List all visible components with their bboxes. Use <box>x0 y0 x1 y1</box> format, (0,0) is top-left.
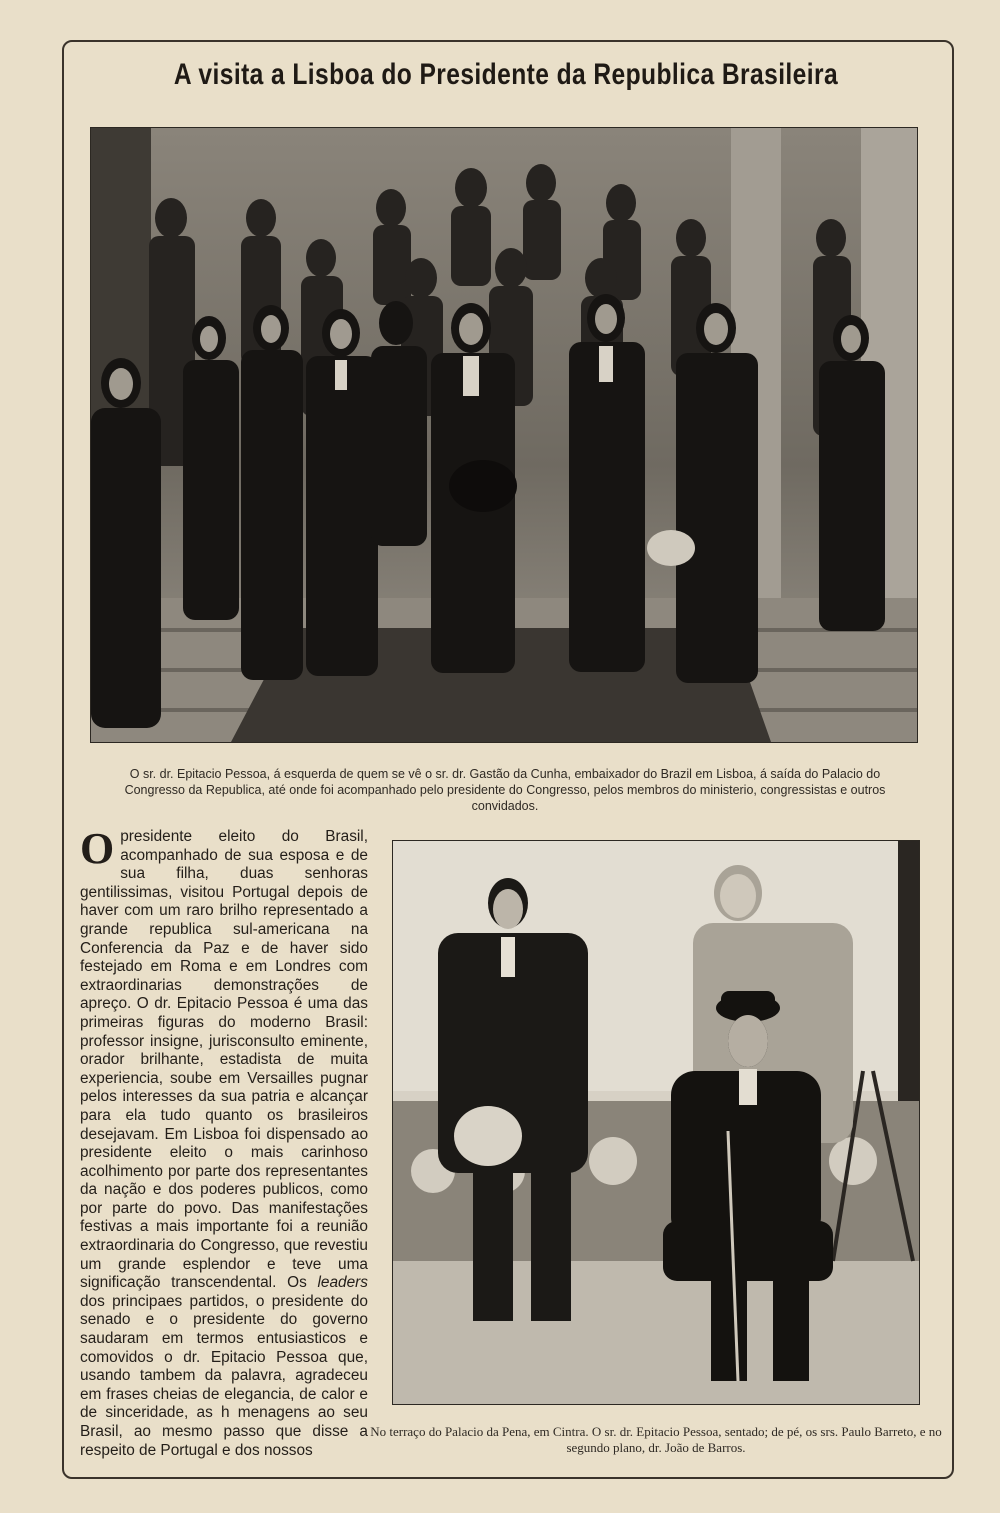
group-photograph-caption: O sr. dr. Epitacio Pessoa, á esquerda de quem se vê o sr. dr. Gastão da Cunha, embaixador do Brazil em Lisboa, á saída do Palacio do Congresso da Republica, até onde foi acompanhado pelo presidente do Congresso, pelos membros do ministerio, congressistas e outros convidados. <box>124 767 886 813</box>
article-italic-word: leaders <box>317 1274 368 1292</box>
drop-cap: O <box>80 824 115 873</box>
page-title: A visita a Lisboa do Presidente da Republica Brasileira <box>173 58 839 91</box>
article-text-part-2: dos principaes partidos, o presidente do senado e o presidente do governo saudaram em termos entusiasticos e comovidos o dr. Epitacio Pessoa que, usando tambem da palavra, agradeceu em frases cheias de elegancia, de calor e de sinceridade, as h menagens ao seu Brasil, ao mesmo passo que disse a respeito de Portugal e dos nossos <box>80 1292 368 1459</box>
article-body <box>80 824 368 1460</box>
group-photograph <box>90 127 918 743</box>
terrace-photograph <box>392 840 920 1405</box>
group-photograph-drawing <box>91 128 917 742</box>
terrace-photograph-caption: No terraço do Palacio da Pena, em Cintra. O sr. dr. Epitacio Pessoa, sentado; de pé, os srs. Paulo Barreto, e no segundo plano, dr. João de Barros. <box>370 1424 942 1455</box>
terrace-photograph-drawing <box>393 841 919 1404</box>
article-text-part-1: presidente eleito do Brasil, acompanhado de sua esposa e de sua filha, duas senhoras gentilissimas, visitou Portugal depois de haver com um raro brilho representado a grande republica sul-americana na Conferencia da Paz e de haver sido festejado em Roma e em Londres com extraordinarias demonstrações de apreço. O dr. Epitacio Pessoa é uma das primeiras figuras do moderno Brasil: professor insigne, jurisconsulto eminente, orador brilhante, estadista de muita experiencia, soube em Versailles pugnar pelos interesses da sua patria e alcançar para ela tudo quanto os brasileiros desejavam. Em Lisboa foi dispensado ao presidente eleito o mais carinhoso acolhimento por parte dos representantes da nação e dos poderes publicos, como por parte do povo. Das manifestações festivas a mais importante foi a reunião extraordinaria do Congresso, que revestiu um grande esplendor e teve uma significação transcendental. Os <box>80 828 368 1292</box>
